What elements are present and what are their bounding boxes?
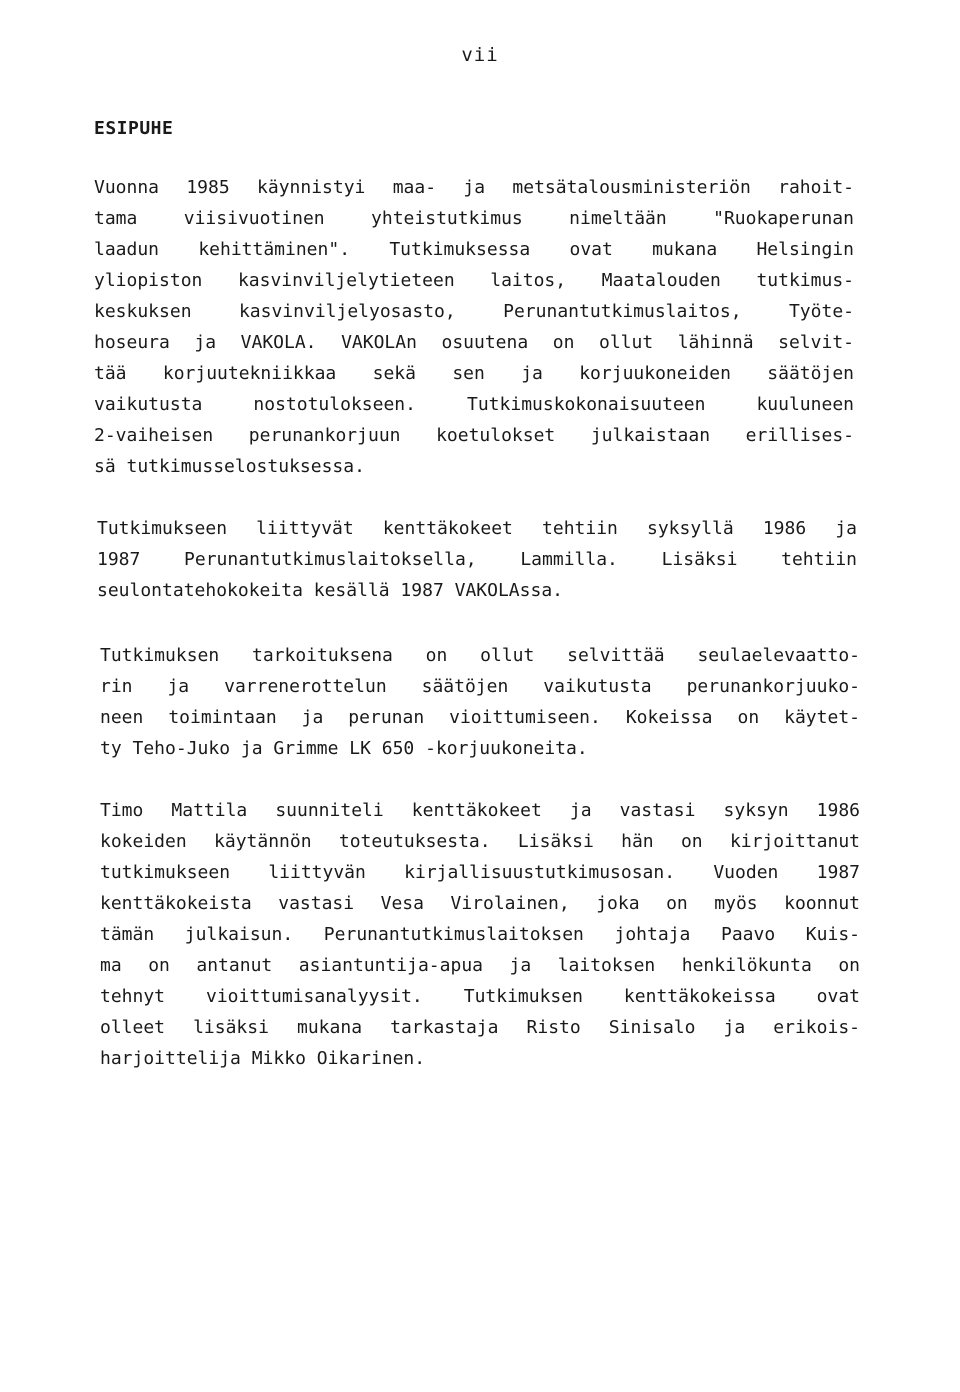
text-line: tää korjuutekniikkaa sekä sen ja korjuukoneiden säätöjen [94,363,854,384]
text-line: harjoittelija Mikko Oikarinen. [100,1048,426,1069]
text-line: neen toimintaan ja perunan vioittumiseen. Kokeissa on käytet- [100,707,860,728]
text-line: tämän julkaisun. Perunantutkimuslaitoksen johtaja Paavo Kuis- [100,924,860,945]
paragraph-2 [97,513,857,606]
text-line: Timo Mattila suunniteli kenttäkokeet ja vastasi syksyn 1986 [100,800,860,821]
text-line: hoseura ja VAKOLA. VAKOLAn osuutena on ollut lähinnä selvit- [94,332,854,353]
page-number: vii [461,44,499,66]
text-line: tutkimukseen liittyvän kirjallisuustutkimusosan. Vuoden 1987 [100,862,860,883]
text-line: ty Teho-Juko ja Grimme LK 650 -korjuukoneita. [100,738,588,759]
paragraph-3 [100,640,860,764]
text-line: tama viisivuotinen yhteistutkimus nimeltään "Ruokaperunan [94,208,854,229]
text-line: yliopiston kasvinviljelytieteen laitos, Maatalouden tutkimus- [94,270,854,291]
text-line: rin ja varrenerottelun säätöjen vaikutusta perunankorjuuko- [100,676,860,697]
paragraph-4 [100,795,860,1074]
text-line: kenttäkokeista vastasi Vesa Virolainen, joka on myös koonnut [100,893,860,914]
text-line: vaikutusta nostotulokseen. Tutkimuskokonaisuuteen kuuluneen [94,394,854,415]
text-line: Tutkimuksen tarkoituksena on ollut selvittää seulaelevaatto- [100,645,860,666]
text-line: seulontatehokokeita kesällä 1987 VAKOLAssa. [97,580,563,601]
section-heading: ESIPUHE [94,118,174,139]
text-line: sä tutkimusselostuksessa. [94,456,365,477]
text-line: keskuksen kasvinviljelyosasto, Perunantutkimuslaitos, Työte- [94,301,854,322]
paragraph-1 [94,172,854,482]
text-line: ma on antanut asiantuntija-apua ja laitoksen henkilökunta on [100,955,860,976]
text-line: 1987 Perunantutkimuslaitoksella, Lammilla. Lisäksi tehtiin [97,549,857,570]
text-line: Tutkimukseen liittyvät kenttäkokeet tehtiin syksyllä 1986 ja [97,518,857,539]
text-line: tehnyt vioittumisanalyysit. Tutkimuksen kenttäkokeissa ovat [100,986,860,1007]
text-line: kokeiden käytännön toteutuksesta. Lisäksi hän on kirjoittanut [100,831,860,852]
text-line: 2-vaiheisen perunankorjuun koetulokset julkaistaan erillises- [94,425,854,446]
text-line: olleet lisäksi mukana tarkastaja Risto Sinisalo ja erikois- [100,1017,860,1038]
text-line: Vuonna 1985 käynnistyi maa- ja metsätalousministeriön rahoit- [94,177,854,198]
text-line: laadun kehittäminen". Tutkimuksessa ovat mukana Helsingin [94,239,854,260]
